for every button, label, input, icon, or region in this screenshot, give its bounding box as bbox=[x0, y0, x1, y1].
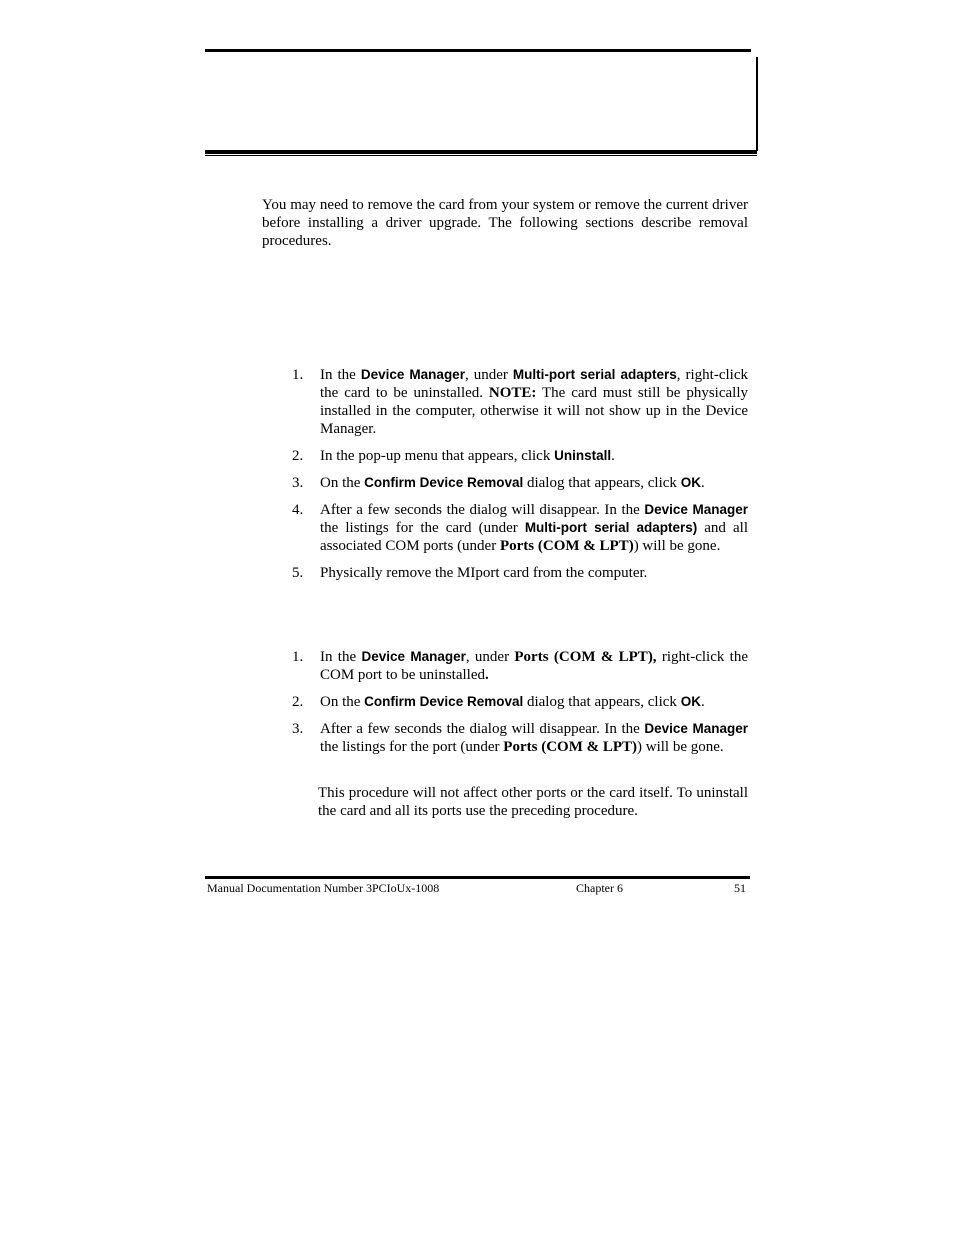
ui-label: OK bbox=[680, 694, 701, 709]
ui-label: OK bbox=[680, 475, 701, 490]
ui-label: Multi-port serial adapters) bbox=[524, 520, 698, 535]
list-item: 3. After a few seconds the dialog will disappear. In the Device Manager the listings for the port (under Ports (COM & LPT)) will be gone. bbox=[292, 721, 748, 755]
step-number: 3. bbox=[292, 475, 304, 491]
list-item: 4. After a few seconds the dialog will disappear. In the Device Manager the listings for the card (under Multi-port serial adapters) and all associated COM ports (under Ports (COM & LPT)) will be gone. bbox=[292, 502, 748, 554]
list-item: 1. In the Device Manager, under Multi-port serial adapters, right-click the card to be uninstalled. NOTE: The card must still be physically installed in the computer, otherwise it will not show up in the Device Manager. bbox=[292, 367, 748, 437]
note-label: NOTE: bbox=[488, 385, 537, 401]
step-number: 3. bbox=[292, 721, 304, 737]
port-removal-note: This procedure will not affect other ports or the card itself. To uninstall the card and all its ports use the preceding procedure. bbox=[318, 785, 748, 819]
list-item: 3. On the Confirm Device Removal dialog that appears, click OK. bbox=[292, 475, 705, 491]
header-right-rule bbox=[756, 57, 758, 151]
ui-label: Device Manager bbox=[644, 721, 748, 736]
step-number: 2. bbox=[292, 694, 304, 710]
page-number: 51 bbox=[734, 881, 746, 895]
ui-label: Uninstall bbox=[554, 448, 612, 463]
bold-term: Ports (COM & LPT) bbox=[503, 739, 638, 755]
footer-chapter: Chapter 6 bbox=[576, 881, 623, 895]
header-bottom-thin-rule bbox=[205, 155, 757, 156]
list-item: 1. In the Device Manager, under Ports (COM & LPT), right-click the COM port to be uninstalled. bbox=[292, 649, 748, 683]
ui-label: Device Manager bbox=[360, 367, 465, 382]
footer-doc-number: Manual Documentation Number 3PCIoUx-1008 bbox=[207, 881, 440, 895]
header-top-rule bbox=[205, 49, 751, 52]
step-number: 1. bbox=[292, 649, 304, 665]
port-removal-steps bbox=[292, 648, 748, 756]
list-item: 2. In the pop-up menu that appears, click Uninstall. bbox=[292, 448, 615, 464]
step-number: 4. bbox=[292, 502, 304, 518]
card-removal-steps bbox=[292, 366, 748, 582]
list-item: 5. Physically remove the MIport card from the computer. bbox=[292, 565, 648, 581]
header-bottom-rule bbox=[205, 150, 757, 154]
step-number: 5. bbox=[292, 565, 304, 581]
ui-label: Multi-port serial adapters bbox=[512, 367, 677, 382]
list-item: 2. On the Confirm Device Removal dialog that appears, click OK. bbox=[292, 694, 705, 710]
step-number: 1. bbox=[292, 367, 304, 383]
bold-term: Ports (COM & LPT) bbox=[499, 538, 634, 554]
footer-rule bbox=[205, 876, 750, 879]
step-number: 2. bbox=[292, 448, 304, 464]
ui-label: Confirm Device Removal bbox=[364, 475, 524, 490]
ui-label: Confirm Device Removal bbox=[364, 694, 524, 709]
ui-label: Device Manager bbox=[644, 502, 748, 517]
ui-label: Device Manager bbox=[361, 649, 466, 664]
bold-term: Ports (COM & LPT), bbox=[514, 649, 657, 665]
intro-paragraph: You may need to remove the card from your system or remove the current driver before installing a driver upgrade. The following sections describe removal procedures. bbox=[262, 197, 748, 249]
